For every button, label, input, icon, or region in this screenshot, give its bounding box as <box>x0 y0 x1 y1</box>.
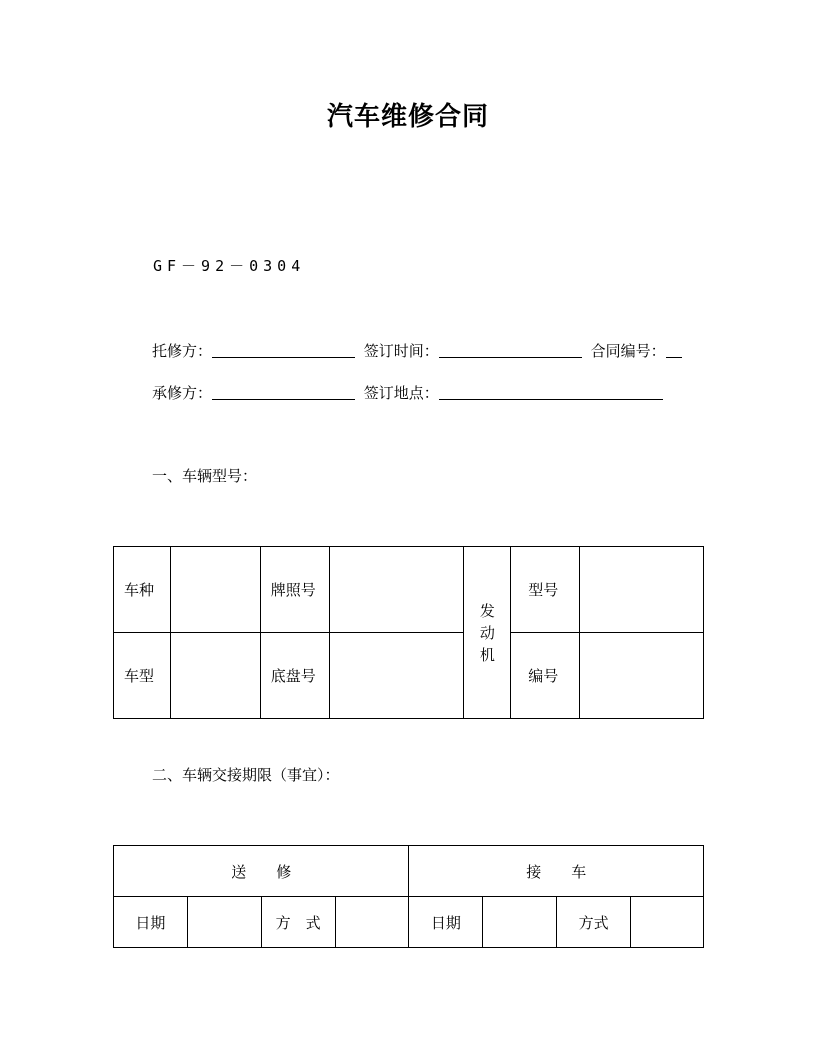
send-method-cell[interactable] <box>335 897 409 948</box>
receive-date-label: 日期 <box>409 897 483 948</box>
sign-place-field[interactable] <box>439 382 663 400</box>
receive-date-cell[interactable] <box>483 897 557 948</box>
header-row-1 <box>152 340 682 361</box>
engine-char: 动 <box>479 623 495 642</box>
car-model-label: 车型 <box>114 633 171 719</box>
plate-label: 牌照号 <box>260 547 329 633</box>
model-cell[interactable] <box>580 547 704 633</box>
contractor-label: 承修方： <box>152 384 213 402</box>
engine-char: 机 <box>479 645 495 664</box>
vehicle-info-table <box>113 546 704 719</box>
receive-vehicle-header: 接 车 <box>409 846 704 897</box>
send-date-label: 日期 <box>114 897 188 948</box>
vehicle-type-cell[interactable] <box>170 547 260 633</box>
receive-method-cell[interactable] <box>631 897 704 948</box>
contract-no-label: 合同编号： <box>590 342 666 360</box>
table-row <box>114 897 704 948</box>
chassis-cell[interactable] <box>329 633 464 719</box>
sign-time-field[interactable] <box>439 340 582 358</box>
contractor-field[interactable] <box>212 382 355 400</box>
contract-code: GF－92－0304 <box>153 257 306 275</box>
sign-place-label: 签订地点： <box>363 384 439 402</box>
engine-char: 发 <box>479 601 495 620</box>
contract-no-field[interactable] <box>666 340 682 358</box>
receive-method-label: 方式 <box>557 897 631 948</box>
client-label: 托修方： <box>152 342 213 360</box>
model-label: 型号 <box>511 547 580 633</box>
header-row-2 <box>152 382 663 403</box>
contract-title: 汽车维修合同 <box>326 102 489 132</box>
table-row <box>114 846 704 897</box>
table-row <box>114 547 704 633</box>
client-field[interactable] <box>212 340 355 358</box>
car-model-cell[interactable] <box>170 633 260 719</box>
vehicle-type-label: 车种 <box>114 547 171 633</box>
serial-cell[interactable] <box>580 633 704 719</box>
chassis-label: 底盘号 <box>260 633 329 719</box>
sign-time-label: 签订时间： <box>363 342 439 360</box>
section2-heading: 二、车辆交接期限（事宜）： <box>152 766 340 784</box>
send-date-cell[interactable] <box>187 897 261 948</box>
plate-cell[interactable] <box>329 547 464 633</box>
table-row <box>114 633 704 719</box>
serial-label: 编号 <box>511 633 580 719</box>
send-for-repair-header: 送 修 <box>114 846 409 897</box>
handover-table <box>113 845 704 948</box>
section1-heading: 一、车辆型号： <box>152 467 258 485</box>
engine-label <box>464 547 511 719</box>
send-method-label: 方 式 <box>261 897 335 948</box>
